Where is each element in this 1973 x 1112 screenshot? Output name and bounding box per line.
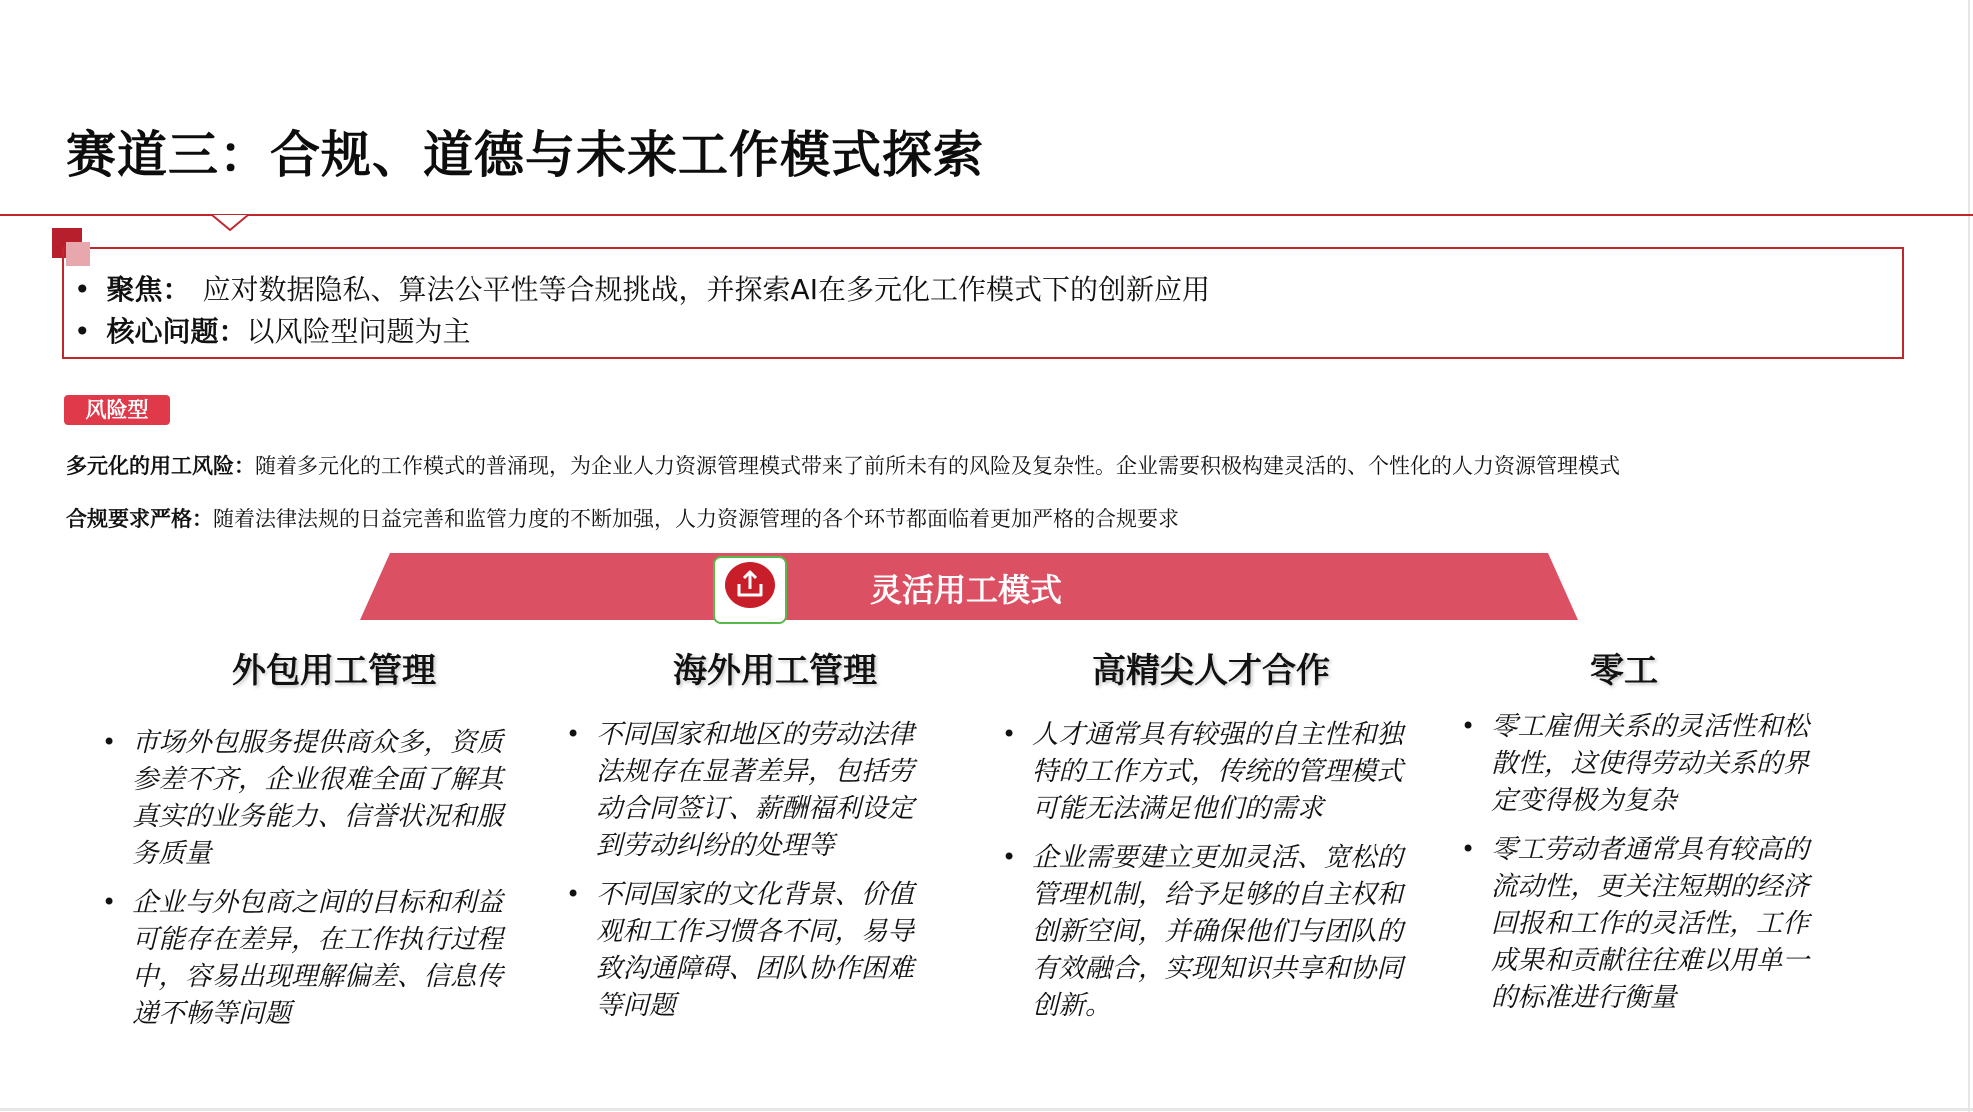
- focus-line: [74, 268, 1210, 308]
- list-item: • 不同国家的文化背景、价值观和工作习惯各不同，易导致沟通障碍、团队协作困难等问题: [566, 876, 936, 1024]
- core-question-line: [74, 310, 471, 350]
- bullet-icon: •: [74, 315, 91, 348]
- column-title-top-talent: 高精尖人才合作: [1092, 651, 1330, 691]
- banner-title: 灵活用工模式: [870, 571, 1063, 609]
- risk-label: 合规要求严格：: [66, 507, 213, 531]
- risk-line-compliance: [66, 503, 1179, 533]
- column-title-outsourcing: 外包用工管理: [232, 651, 436, 691]
- list-item: • 不同国家和地区的劳动法律法规存在显著差异，包括劳动合同签订、薪酬福利设定到劳动纠纷的处理等: [566, 716, 936, 864]
- column-list-overseas: [566, 716, 936, 1036]
- list-item: • 零工雇佣关系的灵活性和松散性，这使得劳动关系的界定变得极为复杂: [1461, 708, 1831, 819]
- frame-edge: [0, 1108, 1973, 1111]
- share-icon: [725, 562, 775, 608]
- decorative-square: [66, 242, 90, 266]
- column-list-gig-work: [1461, 708, 1831, 1028]
- list-item: • 零工劳动者通常具有较高的流动性，更关注短期的经济回报和工作的灵活性，工作成果和贡献往往难以用单一的标准进行衡量: [1461, 831, 1831, 1016]
- column-title-gig-work: 零工: [1590, 651, 1658, 691]
- column-list-outsourcing: [102, 724, 522, 1044]
- risk-line-diversified: [66, 450, 1620, 480]
- bullet-icon: •: [74, 273, 91, 306]
- risk-type-badge: 风险型: [64, 395, 170, 425]
- column-list-top-talent: [1002, 716, 1412, 1036]
- divider-notch-icon: [210, 204, 250, 234]
- page-title: 赛道三：合规、道德与未来工作模式探索: [66, 126, 984, 184]
- focus-text: 应对数据隐私、算法公平性等合规挑战，并探索AI在多元化工作模式下的创新应用: [202, 273, 1210, 306]
- risk-label: 多元化的用工风险：: [66, 454, 255, 478]
- list-item: • 企业需要建立更加灵活、宽松的管理机制，给予足够的自主权和创新空间，并确保他们与团队的有效融合，实现知识共享和协同创新。: [1002, 839, 1412, 1024]
- risk-text: 随着法律法规的日益完善和监管力度的不断加强，人力资源管理的各个环节都面临着更加严格的合规要求: [213, 507, 1179, 531]
- list-item: • 企业与外包商之间的目标和利益可能存在差异，在工作执行过程中，容易出现理解偏差、信息传递不畅等问题: [102, 884, 522, 1032]
- frame-edge: [1968, 0, 1970, 1112]
- title-divider: [0, 214, 1973, 216]
- share-button[interactable]: [713, 556, 787, 624]
- core-question-label: 核心问题：: [106, 315, 247, 348]
- list-item: • 人才通常具有较强的自主性和独特的工作方式，传统的管理模式可能无法满足他们的需求: [1002, 716, 1412, 827]
- column-title-overseas: 海外用工管理: [673, 651, 877, 691]
- core-question-text: 以风险型问题为主: [246, 315, 471, 348]
- list-item: • 市场外包服务提供商众多，资质参差不齐，企业很难全面了解其真实的业务能力、信誉状况和服务质量: [102, 724, 522, 872]
- risk-text: 随着多元化的工作模式的普涌现，为企业人力资源管理模式带来了前所未有的风险及复杂性。企业需要积极构建灵活的、个性化的人力资源管理模式: [255, 454, 1620, 478]
- focus-label: 聚焦：: [106, 273, 191, 306]
